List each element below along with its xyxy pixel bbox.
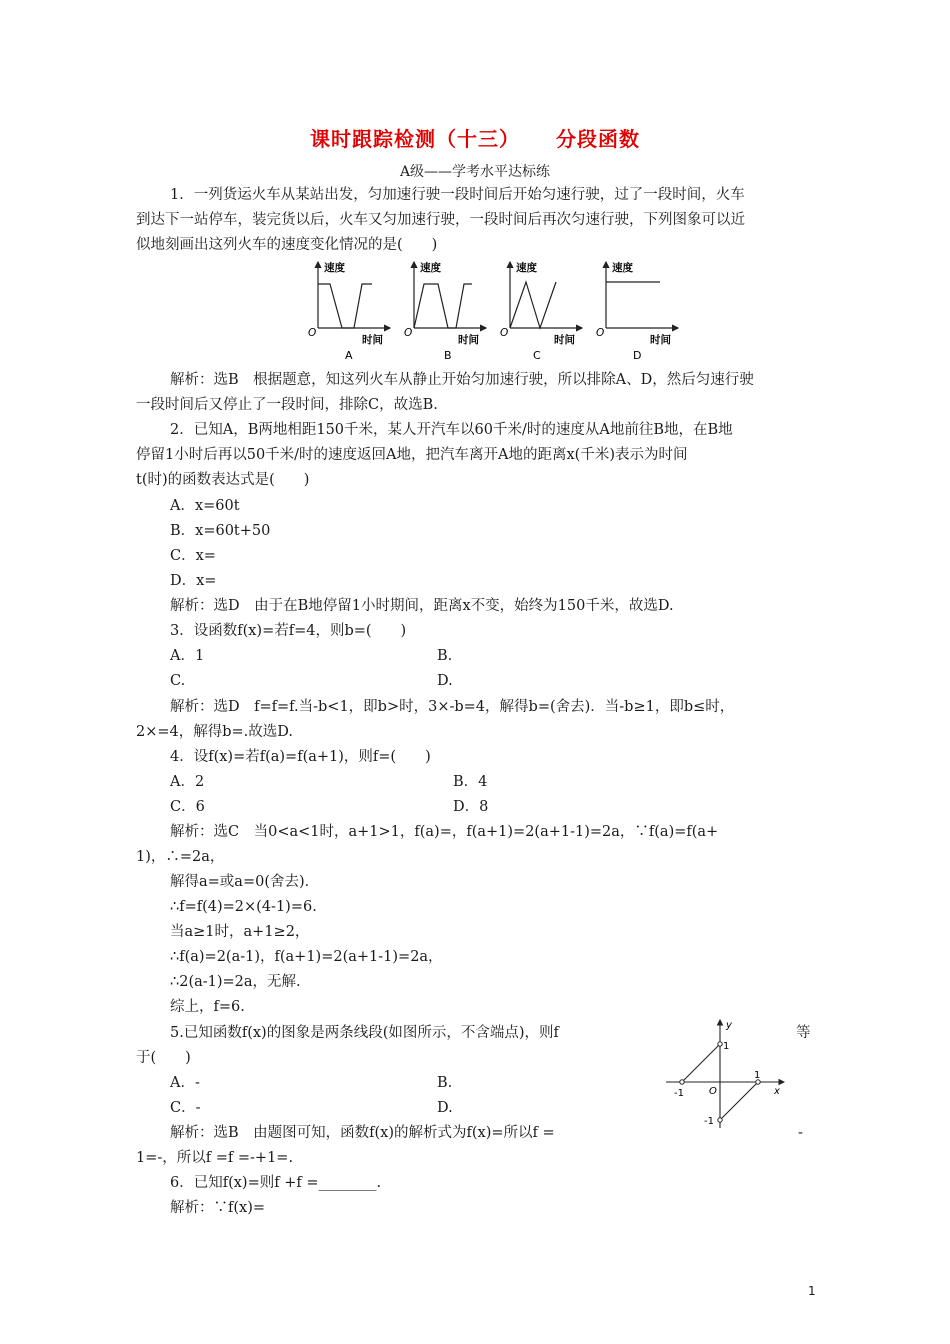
q5-origin-label: O	[709, 1086, 717, 1097]
title-main: 课时跟踪检测（十三）	[310, 127, 520, 151]
q3-analysis-line1: 解析：选D f=f=f.当-b<1，即b>时，3×-b=4，解得b=(舍去)．当-b≥1，即b≤时，	[170, 699, 735, 715]
q1-graph-c-ylabel: 速度	[516, 262, 537, 274]
q5-option-a: A．-	[170, 1075, 200, 1091]
q1-graph-d-origin: O	[596, 327, 605, 339]
q5-analysis-line1-right: -	[798, 1125, 803, 1141]
q4-analysis-line6: ∴f(a)=2(a-1)，f(a+1)=2(a+1-1)=2a，	[170, 949, 443, 965]
q5-x-one: 1	[754, 1070, 761, 1081]
q3-analysis-line2: 2×=4，解得b=.故选D.	[136, 724, 294, 740]
q1-graph-b-xlabel: 时间	[458, 334, 479, 346]
q1-stem-line3: 似地刻画出这列火车的速度变化情况的是( )	[136, 237, 438, 253]
page-title	[0, 123, 950, 152]
q3-option-a: A．1	[170, 648, 205, 664]
q1-graph-c-xlabel: 时间	[554, 334, 575, 346]
q3-option-c: C.	[170, 673, 186, 689]
q5-function-graph	[666, 1016, 790, 1132]
q5-option-c: C．-	[170, 1100, 201, 1116]
q2-option-b: B．x=60t+50	[170, 523, 271, 539]
q4-analysis-line4: ∴f=f(4)=2×(4-1)=6.	[170, 899, 317, 915]
q5-y-neg-one: -1	[704, 1116, 714, 1127]
q1-stem-line2: 到达下一站停车，装完货以后，火车又匀加速行驶，一段时间后再次匀速行驶，下列图象可以近	[136, 212, 745, 228]
q1-graph-d-label: D	[633, 349, 642, 362]
q5-stem-line2: 于( )	[136, 1050, 191, 1066]
q1-graph-b-ylabel: 速度	[420, 262, 441, 274]
q3-stem: 3．设函数f(x)=若f=4，则b=( )	[170, 623, 407, 639]
q3-option-b: B.	[437, 648, 453, 664]
q2-stem-line2: 停留1小时后再以50千米/时的速度返回A地，把汽车离开A地的距离x(千米)表示为时间	[136, 447, 688, 463]
q1-graph-b-label: B	[444, 349, 452, 362]
q5-x-label: x	[774, 1086, 780, 1097]
q1-option-graphs	[300, 256, 700, 364]
q5-y-one: 1	[723, 1041, 730, 1052]
title-topic: 分段函数	[556, 127, 640, 151]
q5-segment-right	[720, 1082, 758, 1120]
q5-option-b: B.	[437, 1075, 453, 1091]
q4-analysis-line5: 当a≥1时，a+1≥2，	[170, 924, 310, 940]
q1-graph-a-origin: O	[308, 327, 317, 339]
q1-graph-a-label: A	[345, 349, 353, 362]
q1-graph-d-ylabel: 速度	[612, 262, 633, 274]
q1-graph-b-origin: O	[404, 327, 413, 339]
q3-option-d: D.	[437, 673, 453, 689]
q2-analysis: 解析：选D 由于在B地停留1小时期间，距离x不变，始终为150千米，故选D.	[170, 598, 674, 614]
q4-analysis-line8: 综上，f=6.	[170, 999, 245, 1015]
q5-segment-left	[682, 1044, 720, 1082]
q2-stem-line3: t(时)的函数表达式是( )	[136, 472, 310, 488]
q2-option-d: D．x=	[170, 573, 217, 589]
page-number: 1	[808, 1284, 816, 1298]
q6-analysis: 解析：∵f(x)=	[170, 1200, 266, 1216]
q5-option-d: D.	[437, 1100, 453, 1116]
q2-stem-line1: 2．已知A，B两地相距150千米，某人开汽车以60千米/时的速度从A地前往B地，在B地	[170, 422, 733, 438]
q4-option-c: C．6	[170, 799, 205, 815]
q1-analysis-line1: 解析：选B 根据题意，知这列火车从静止开始匀加速行驶，所以排除A、D，然后匀速行驶	[170, 372, 754, 388]
q5-stem-line1-right: 等	[796, 1025, 811, 1041]
q5-open-endpoint	[718, 1118, 722, 1122]
q4-analysis-line7: ∴2(a-1)=2a，无解.	[170, 974, 301, 990]
q1-stem-line1: 1．一列货运火车从某站出发，匀加速行驶一段时间后开始匀速行驶，过了一段时间，火车	[170, 187, 745, 203]
q5-analysis-line2: 1=-，所以f =f =-+1=.	[136, 1150, 294, 1166]
q1-graph-c-label: C	[533, 349, 541, 362]
q4-option-b: B．4	[453, 774, 488, 790]
q6-stem: 6．已知f(x)=则f +f =________.	[170, 1175, 382, 1191]
q4-stem: 4．设f(x)=若f(a)=f(a+1)，则f=( )	[170, 749, 431, 765]
q4-analysis-line1: 解析：选C 当0<a<1时，a+1>1，f(a)=，f(a+1)=2(a+1-1)=2a，∵f(a)=f(a+	[170, 824, 719, 840]
q5-y-label: y	[726, 1020, 732, 1031]
q1-analysis-line2: 一段时间后又停止了一段时间，排除C，故选B.	[136, 397, 438, 413]
q1-graph-c-origin: O	[500, 327, 509, 339]
q5-stem-line1: 5.已知函数f(x)的图象是两条线段(如图所示，不含端点)，则f	[170, 1025, 559, 1041]
q4-option-d: D．8	[453, 799, 489, 815]
q5-open-endpoint	[718, 1042, 722, 1046]
q4-analysis-line3: 解得a=或a=0(舍去)．	[170, 874, 320, 890]
q4-analysis-line2: 1)，∴=2a，	[136, 849, 225, 865]
q1-graph-a-ylabel: 速度	[324, 262, 345, 274]
q5-analysis-line1: 解析：选B 由题图可知，函数f(x)的解析式为f(x)=所以f =	[170, 1125, 555, 1141]
q1-graph-a-xlabel: 时间	[362, 334, 383, 346]
q1-graph-d-xlabel: 时间	[650, 334, 671, 346]
q4-option-a: A．2	[170, 774, 205, 790]
section-subtitle: A级——学考水平达标练	[399, 164, 551, 180]
q5-open-endpoint	[680, 1080, 684, 1084]
q2-option-c: C．x=	[170, 548, 216, 564]
q5-x-neg-one: -1	[674, 1088, 684, 1099]
q2-option-a: A．x=60t	[170, 498, 240, 514]
